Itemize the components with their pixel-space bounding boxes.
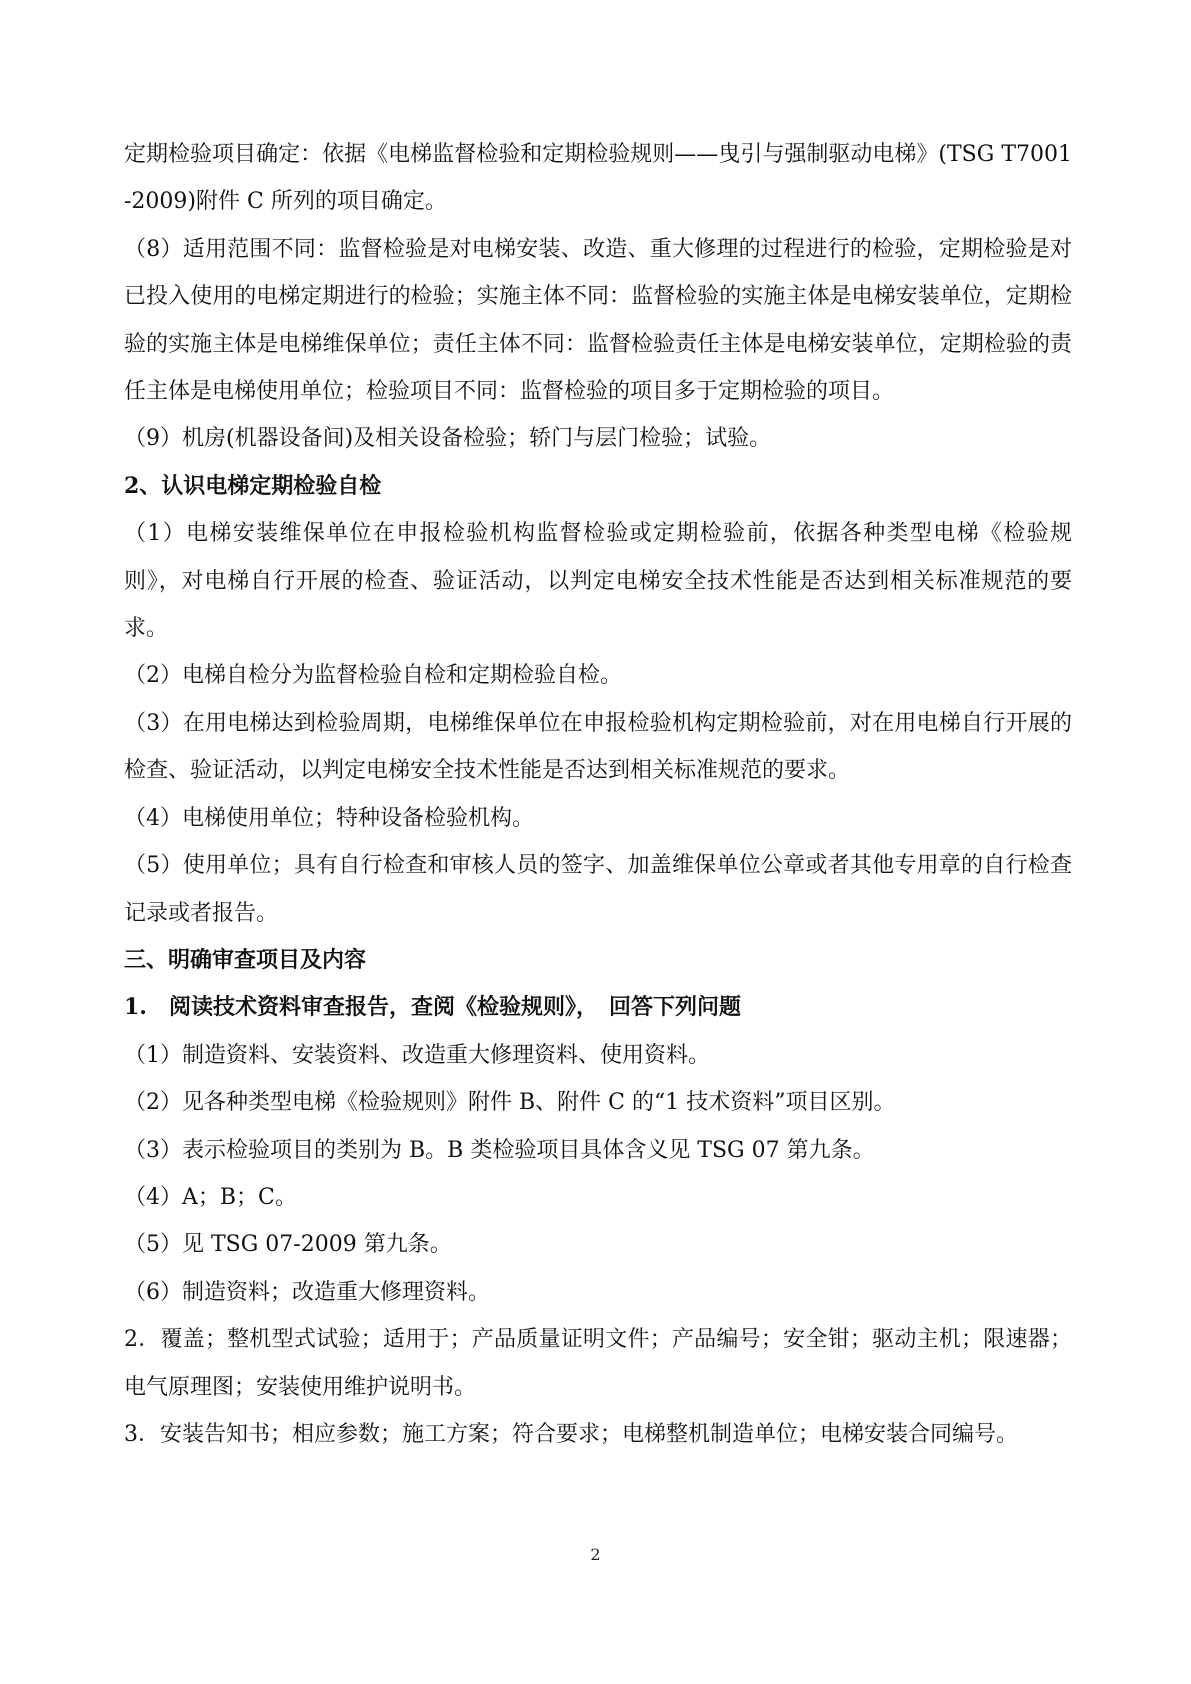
- paragraph-question-5: （5）见 TSG 07-2009 第九条。: [124, 1232, 452, 1258]
- paragraph-question-4: （4）A；B；C。: [124, 1184, 297, 1210]
- page-body: [124, 131, 1072, 1458]
- paragraph-item-3-installation: 3．安装告知书；相应参数；施工方案；符合要求；电梯整机制造单位；电梯安装合同编号。: [124, 1421, 1019, 1447]
- paragraph-answer-8: （8）适用范围不同：监督检验是对电梯安装、改造、重大修理的过程进行的检验，定期检验是对已投入使用的电梯定期进行的检验；实施主体不同：监督检验的实施主体是电梯安装单位，定期检验的实施主体是电梯维保单位；责任主体不同：监督检验责任主体是电梯安装单位，定期检验的责任主体是电梯使用单位；检验项目不同：监督检验的项目多于定期检验的项目。: [124, 236, 1072, 405]
- paragraph-question-1: （1）制造资料、安装资料、改造重大修理资料、使用资料。: [124, 1042, 710, 1068]
- paragraph-self-inspection-2: （2）电梯自检分为监督检验自检和定期检验自检。: [124, 663, 622, 689]
- page-number: 2: [590, 1545, 601, 1564]
- paragraph-question-2: （2）见各种类型电梯《检验规则》附件 B、附件 C 的“1 技术资料”项目区别。: [124, 1090, 896, 1116]
- paragraph-item-2-coverage: 2．覆盖；整机型式试验；适用于；产品质量证明文件；产品编号；安全钳；驱动主机；限速器；电气原理图；安装使用维护说明书。: [124, 1327, 1072, 1400]
- subheading-read-report: 1. 阅读技术资料审查报告，查阅《检验规则》， 回答下列问题: [124, 994, 741, 1021]
- paragraph-question-3: （3）表示检验项目的类别为 B。B 类检验项目具体含义见 TSG 07 第九条。: [124, 1137, 875, 1163]
- paragraph-question-6: （6）制造资料；改造重大修理资料。: [124, 1279, 490, 1305]
- paragraph-periodic-items: 定期检验项目确定：依据《电梯监督检验和定期检验规则——曳引与强制驱动电梯》(TSG T7001-2009)附件 C 所列的项目确定。: [124, 142, 1072, 215]
- paragraph-answer-9: （9）机房(机器设备间)及相关设备检验；轿门与层门检验；试验。: [124, 426, 772, 452]
- paragraph-self-inspection-1: （1）电梯安装维保单位在申报检验机构监督检验或定期检验前，依据各种类型电梯《检验规则》，对电梯自行开展的检查、验证活动，以判定电梯安全技术性能是否达到相关标准规范的要求。: [124, 521, 1072, 642]
- paragraph-self-inspection-3: （3）在用电梯达到检验周期，电梯维保单位在申报检验机构定期检验前，对在用电梯自行开展的检查、验证活动，以判定电梯安全技术性能是否达到相关标准规范的要求。: [124, 710, 1072, 784]
- section-heading-review-items: 三、明确审查项目及内容: [124, 946, 367, 973]
- paragraph-self-inspection-4: （4）电梯使用单位；特种设备检验机构。: [124, 805, 534, 831]
- paragraph-self-inspection-5: （5）使用单位；具有自行检查和审核人员的签字、加盖维保单位公章或者其他专用章的自行检查记录或者报告。: [124, 853, 1072, 926]
- section-heading-self-inspection: 2、认识电梯定期检验自检: [124, 472, 382, 499]
